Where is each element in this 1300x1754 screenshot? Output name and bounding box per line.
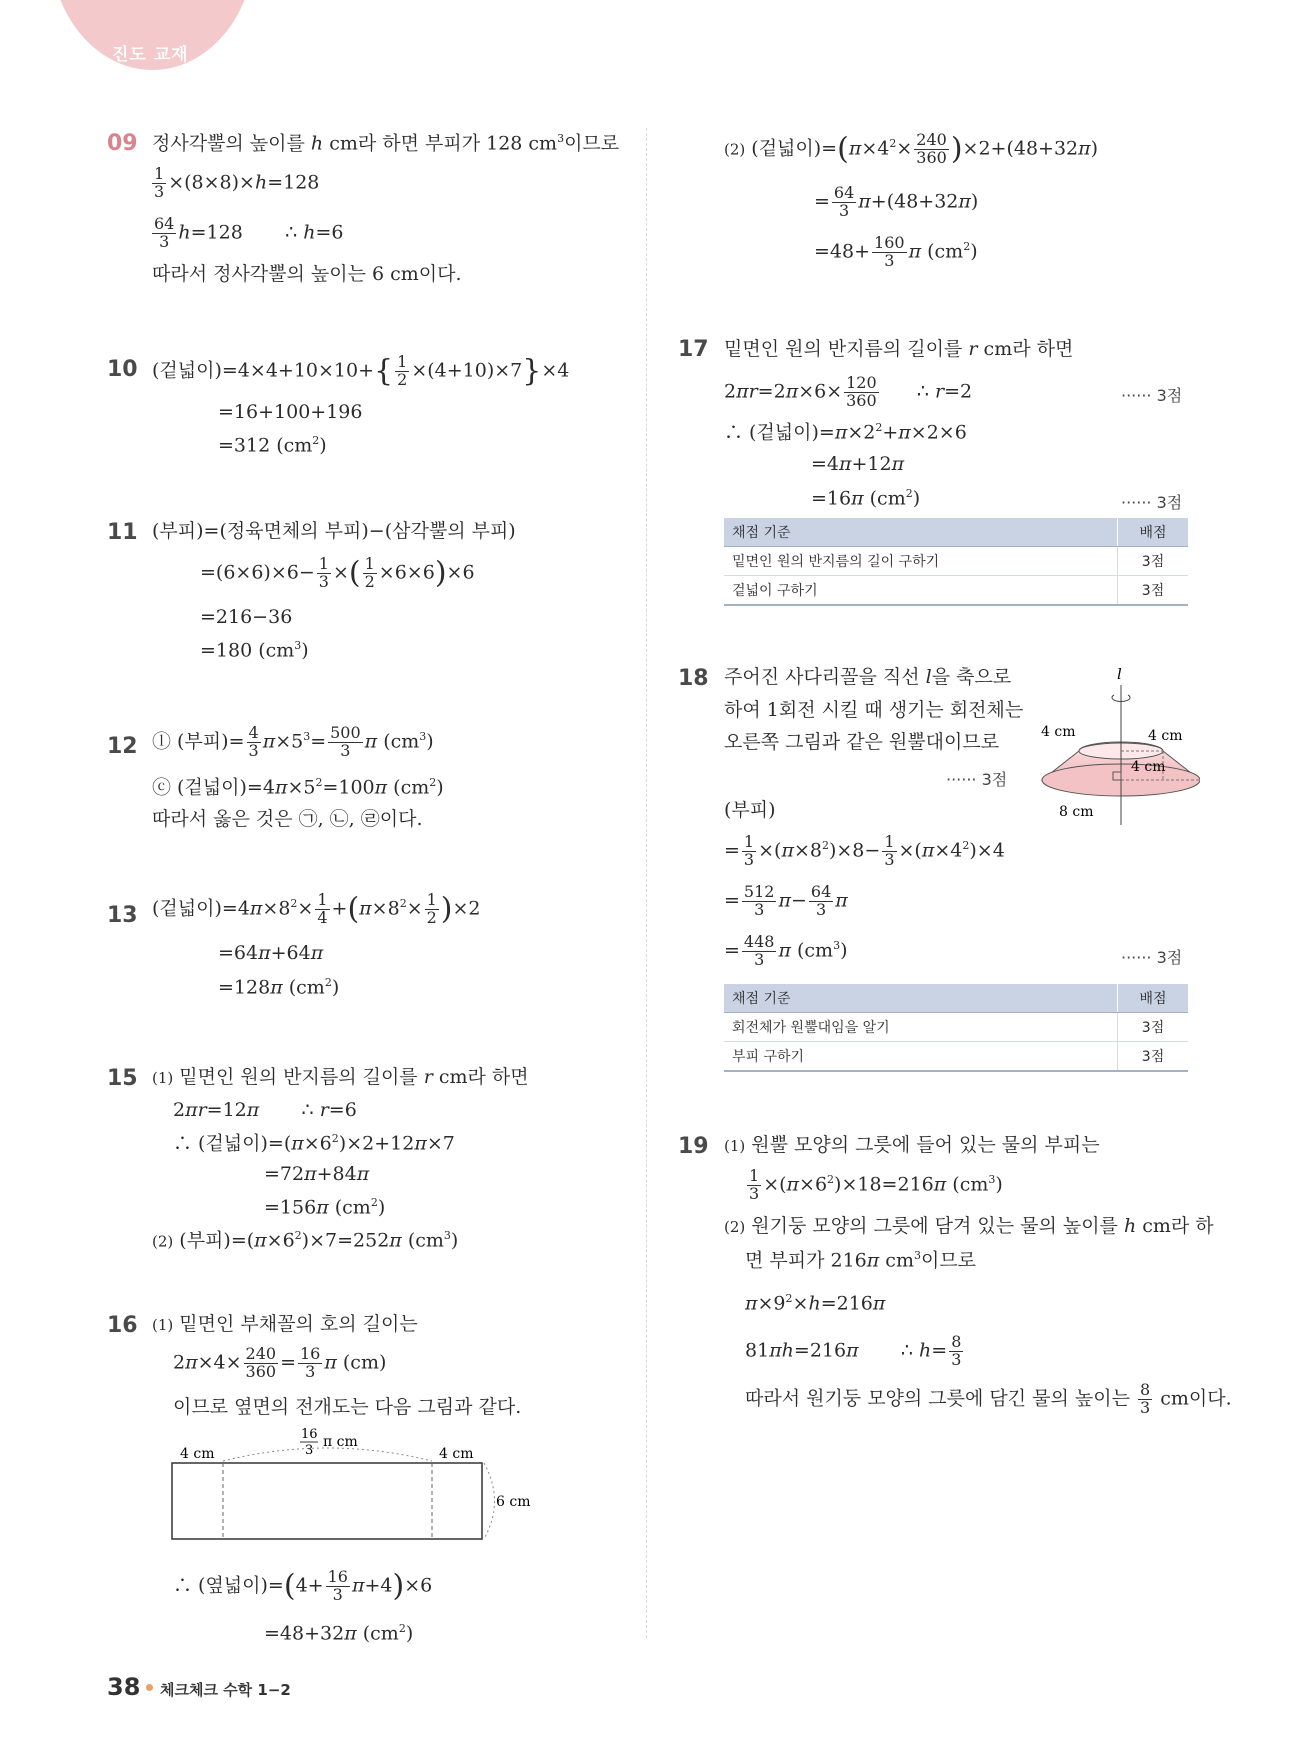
solution-line: 81πh=216π ∴ h= $\frac{8}{3}$ xyxy=(745,1332,962,1369)
solution-line: 2πr=2π×6× $\frac{120}{360}$ ∴ r=2 xyxy=(724,373,973,410)
axis-label: l xyxy=(1117,665,1122,683)
solution-line: 따라서 정사각뿔의 높이는 6 cm이다. xyxy=(152,263,462,285)
column-divider xyxy=(646,128,647,1638)
arc-dim-right xyxy=(484,1463,495,1539)
solution-line: (2) (겉넓이)$=(\pi\times 4^2\times$ $\frac{240}{360}$ )×2+(48+32π) xyxy=(724,130,1099,167)
book-title: 체크체크 수학 1−2 xyxy=(160,1681,291,1699)
solution-line: 이므로 옆면의 전개도는 다음 그림과 같다. xyxy=(173,1396,522,1418)
problem-number: 13 xyxy=(107,903,138,928)
solution-line: (1) 원뿔 모양의 그릇에 들어 있는 물의 부피는 xyxy=(724,1134,1100,1156)
solution-line: 정사각뿔의 높이를 h cm라 하면 부피가 128 $cm^3$이므로 xyxy=(152,132,620,155)
solution-line: 2πr=12π ∴ r=6 xyxy=(173,1099,357,1121)
solution-line: =72π+84π xyxy=(264,1163,370,1185)
solution-line: =216−36 xyxy=(200,606,293,628)
solution-line: =48+ $\frac{160}{3}$ π $(cm^2)$ xyxy=(814,233,978,270)
solution-line: =128π $(cm^2)$ xyxy=(218,976,340,999)
table-header-criteria: 채점 기준 xyxy=(724,984,1118,1013)
problem-number: 18 xyxy=(678,666,709,691)
problem-number: 17 xyxy=(678,337,709,362)
solution-line: 2π×4× $\frac{240}{360}$ = $\frac{16}{3}$ π (cm) xyxy=(173,1344,387,1381)
solution-line: (겉넓이)$=4\pi\times 8^2\times$ $\frac{1}{4}$ $+(\pi\times 8^2\times$ $\frac{1}{2}$ )×2 xyxy=(152,890,481,927)
scoring-table-18 xyxy=(724,984,1188,1072)
table-header-criteria: 채점 기준 xyxy=(724,518,1118,547)
table-cell: 겉넓이 구하기 xyxy=(724,576,1118,606)
solution-line: 면 부피가 216π $cm^3$이므로 xyxy=(745,1249,977,1272)
solution-line: = $\frac{512}{3}$ π− $\frac{64}{3}$ π xyxy=(724,882,848,919)
solution-line: 오른쪽 그림과 같은 원뿔대이므로 xyxy=(724,731,1000,753)
table-header-score: 배점 xyxy=(1118,518,1189,547)
net-right-label: 4 cm xyxy=(439,1446,474,1462)
net-top-den: 3 xyxy=(305,1443,314,1458)
net-top-unit: π cm xyxy=(323,1434,358,1450)
solution-line: $\pi\times 9^2\times h=216\pi$ xyxy=(745,1292,886,1315)
problem-number: 09 xyxy=(107,131,138,156)
solution-line: =16+100+196 xyxy=(218,401,363,423)
solution-line: = $\frac{64}{3}$ π+(48+32π) xyxy=(814,183,979,220)
net-left-label: 4 cm xyxy=(180,1446,215,1462)
solution-line: ⓛ (부피)= $\frac{4}{3}$ $\pi\times 5^3=$ $\frac{500}{3}$ π $(cm^3)$ xyxy=(152,723,434,760)
solution-line: =16π $(cm^2)$ xyxy=(811,487,921,510)
solution-line: =64π+64π xyxy=(218,942,324,964)
solution-line: (2) 원기둥 모양의 그릇에 담겨 있는 물의 높이를 h cm라 하 xyxy=(724,1215,1214,1237)
score-mark: ······ 3점 xyxy=(946,770,1008,789)
score-mark: ······ 3점 xyxy=(1121,493,1183,512)
solution-line: =312 $(cm^2)$ xyxy=(218,434,327,457)
problem-number: 16 xyxy=(107,1313,138,1338)
frustum-figure xyxy=(1040,665,1200,825)
table-cell: 회전체가 원뿔대임을 알기 xyxy=(724,1013,1118,1042)
table-cell: 부피 구하기 xyxy=(724,1042,1118,1072)
solution-line: =(6×6)×6− $\frac{1}{3}$ ×( $\frac{1}{2}$ ×6×6)×6 xyxy=(200,554,475,591)
solution-line: =4π+12π xyxy=(811,453,905,475)
solution-line: = $\frac{448}{3}$ π $(cm^3)$ xyxy=(724,932,848,969)
solution-line: = $\frac{1}{3}$ $\times(\pi\times 8^2)\times 8-$ $\frac{1}{3}$ $\times(\pi\times 4^2)\times 4$ xyxy=(724,832,1005,869)
footer-bullet xyxy=(146,1684,153,1691)
solution-line: (1) 밑면인 원의 반지름의 길이를 r cm라 하면 xyxy=(152,1066,529,1088)
solution-line: =48+32π $(cm^2)$ xyxy=(264,1622,414,1645)
header-badge: 진도 교재 xyxy=(112,45,189,65)
solution-line: $\frac{64}{3}$ h=128 ∴ h=6 xyxy=(154,214,344,251)
table-cell: 3점 xyxy=(1118,1042,1189,1072)
table-cell: 3점 xyxy=(1118,576,1189,606)
solution-line: =156π $(cm^2)$ xyxy=(264,1196,386,1219)
top-right-label: 4 cm xyxy=(1148,728,1183,744)
problem-number: 19 xyxy=(678,1134,709,1159)
table-cell: 밑면인 원의 반지름의 길이 구하기 xyxy=(724,547,1118,576)
solution-line: ∴ (옆넓이)=(4+ $\frac{16}{3}$ π+4)×6 xyxy=(173,1567,433,1604)
net-height-label: 6 cm xyxy=(496,1494,531,1510)
score-mark: ······ 3점 xyxy=(1121,948,1183,967)
table-cell: 3점 xyxy=(1118,547,1189,576)
solution-line: (2) (부피)$=(\pi\times 6^2)\times 7=252\pi$ $(cm^3)$ xyxy=(152,1229,459,1252)
table-row xyxy=(724,547,1188,576)
table-header-row xyxy=(724,984,1188,1013)
table-cell: 3점 xyxy=(1118,1013,1189,1042)
solution-line: 하여 1회전 시킬 때 생기는 회전체는 xyxy=(724,699,1024,721)
solution-line: ∴ (겉넓이)$=(\pi\times 6^2)\times 2+12\pi\times 7$ xyxy=(173,1132,455,1155)
solution-line: $\frac{1}{3}$ $\times(\pi\times 6^2)\times 18=216\pi$ $(cm^3)$ xyxy=(749,1166,1003,1203)
bottom-label: 8 cm xyxy=(1059,804,1094,820)
solution-line: 주어진 사다리꼴을 직선 l을 축으로 xyxy=(724,666,1012,688)
page-number: 38 xyxy=(107,1673,141,1701)
scoring-table-17 xyxy=(724,518,1188,606)
solution-line: (1) 밑면인 부채꼴의 호의 길이는 xyxy=(152,1313,418,1335)
problem-number: 15 xyxy=(107,1066,138,1091)
net-rectangle xyxy=(172,1463,482,1539)
top-left-label: 4 cm xyxy=(1041,724,1076,740)
table-row xyxy=(724,576,1188,606)
solution-line: =180 $(cm^3)$ xyxy=(200,639,309,662)
problem-number: 10 xyxy=(107,357,138,382)
solution-line: (부피) xyxy=(724,799,776,821)
solution-line: (부피)=(정육면체의 부피)−(삼각뿔의 부피) xyxy=(152,520,516,542)
score-mark: ······ 3점 xyxy=(1121,386,1183,405)
problem-number: 12 xyxy=(107,734,138,759)
solution-line: 따라서 원기둥 모양의 그릇에 담긴 물의 높이는 $\frac{8}{3}$ cm이다. xyxy=(745,1380,1232,1417)
solution-line: ⓒ (겉넓이)$=4\pi\times 5^2=100\pi$ $(cm^2)$ xyxy=(152,776,444,799)
table-row xyxy=(724,1042,1188,1072)
solution-line: 밑면인 원의 반지름의 길이를 r cm라 하면 xyxy=(724,338,1074,360)
solution-line: (겉넓이)=4×4+10×10+{ $\frac{1}{2}$ ×(4+10)×7}×4 xyxy=(152,352,570,389)
problem-number: 11 xyxy=(107,520,138,545)
lateral-surface-net xyxy=(160,1425,540,1550)
net-top-num: 16 xyxy=(301,1427,318,1442)
table-header-row xyxy=(724,518,1188,547)
solution-line: 따라서 옳은 것은 ㉠, ㉡, ㉣이다. xyxy=(152,808,423,830)
solution-line: $\frac{1}{3}$ ×(8×8)×h=128 xyxy=(154,164,320,201)
table-row xyxy=(724,1013,1188,1042)
solution-line: ∴ (겉넓이)$=\pi\times 2^2+\pi\times 2\times 6$ xyxy=(724,421,967,444)
table-header-score: 배점 xyxy=(1118,984,1189,1013)
mid-label: 4 cm xyxy=(1131,759,1166,775)
